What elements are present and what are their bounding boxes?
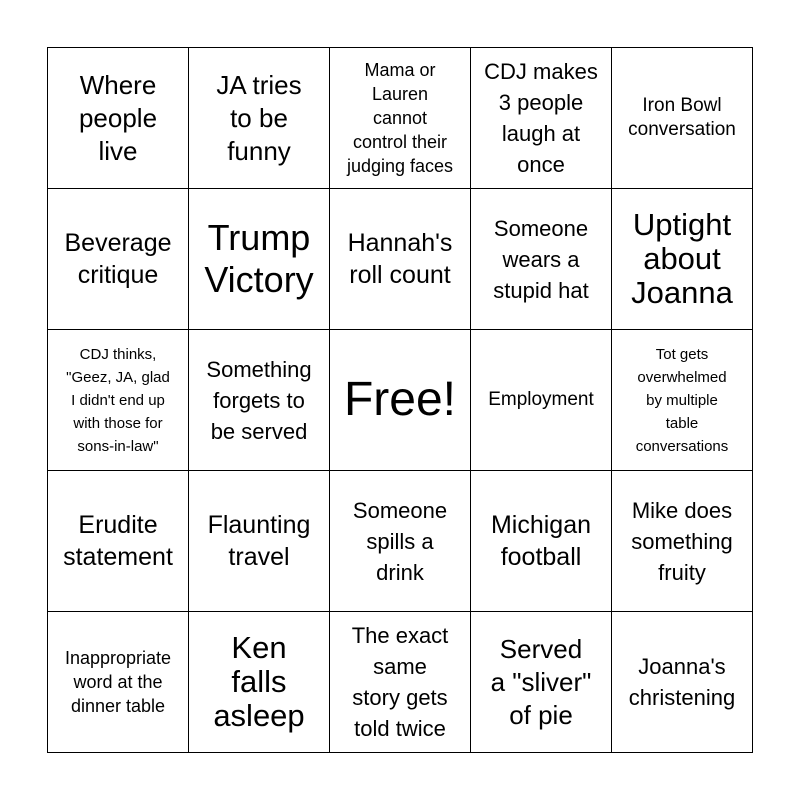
- bingo-cell-1-5[interactable]: [612, 48, 753, 189]
- bingo-cell-2-2[interactable]: [189, 189, 330, 330]
- bingo-cell-2-4[interactable]: [471, 189, 612, 330]
- cell-text: Someone wears a stupid hat: [493, 215, 589, 303]
- bingo-cell-1-4[interactable]: [471, 48, 612, 189]
- bingo-board: [47, 47, 753, 753]
- cell-text: Mike does something fruity: [631, 497, 733, 585]
- bingo-cell-3-4[interactable]: [471, 330, 612, 471]
- bingo-cell-3-3[interactable]: [330, 330, 471, 471]
- cell-text: Employment: [488, 389, 594, 410]
- bingo-cell-2-1[interactable]: [48, 189, 189, 330]
- bingo-cell-5-3[interactable]: [330, 612, 471, 753]
- cell-text: Beverage critique: [64, 229, 172, 289]
- bingo-cell-1-1[interactable]: [48, 48, 189, 189]
- cell-text: Hannah's roll count: [347, 229, 453, 289]
- cell-text: The exact same story gets told twice: [351, 623, 449, 741]
- cell-text: Inappropriate word at the dinner table: [64, 648, 172, 716]
- bingo-cell-5-4[interactable]: [471, 612, 612, 753]
- cell-text: Flaunting travel: [207, 511, 311, 571]
- cell-text: Joanna's christening: [628, 654, 736, 710]
- cell-text: Michigan football: [490, 511, 592, 571]
- bingo-cell-3-2[interactable]: [189, 330, 330, 471]
- cell-text: CDJ thinks, "Geez, JA, glad I didn't end up with those for sons-in-law": [66, 345, 170, 455]
- bingo-cell-1-2[interactable]: [189, 48, 330, 189]
- bingo-cell-5-2[interactable]: [189, 612, 330, 753]
- cell-text: Iron Bowl conversation: [628, 95, 736, 140]
- bingo-cell-4-1[interactable]: [48, 471, 189, 612]
- cell-text: Free!: [343, 373, 457, 426]
- bingo-cell-2-3[interactable]: [330, 189, 471, 330]
- bingo-cell-5-5[interactable]: [612, 612, 753, 753]
- cell-text: Trump Victory: [204, 217, 314, 300]
- bingo-cell-3-5[interactable]: [612, 330, 753, 471]
- cell-text: Something forgets to be served: [206, 356, 312, 444]
- bingo-cell-5-1[interactable]: [48, 612, 189, 753]
- bingo-cell-3-1[interactable]: [48, 330, 189, 471]
- bingo-cell-4-4[interactable]: [471, 471, 612, 612]
- bingo-cell-4-2[interactable]: [189, 471, 330, 612]
- cell-text: Erudite statement: [63, 511, 173, 571]
- cell-text: Ken falls asleep: [213, 630, 305, 733]
- cell-text: Someone spills a drink: [352, 497, 448, 585]
- cell-text: Mama or Lauren cannot control their judging faces: [346, 60, 454, 176]
- cell-text: Tot gets overwhelmed by multiple table conversations: [635, 345, 729, 455]
- cell-text: Where people live: [78, 69, 158, 166]
- bingo-cell-2-5[interactable]: [612, 189, 753, 330]
- bingo-cell-4-5[interactable]: [612, 471, 753, 612]
- bingo-cell-1-3[interactable]: [330, 48, 471, 189]
- cell-text: CDJ makes 3 people laugh at once: [484, 59, 598, 177]
- cell-text: Uptight about Joanna: [631, 207, 733, 310]
- cell-text: JA tries to be funny: [216, 69, 302, 166]
- cell-text: Served a "sliver" of pie: [490, 633, 592, 730]
- bingo-cell-4-3[interactable]: [330, 471, 471, 612]
